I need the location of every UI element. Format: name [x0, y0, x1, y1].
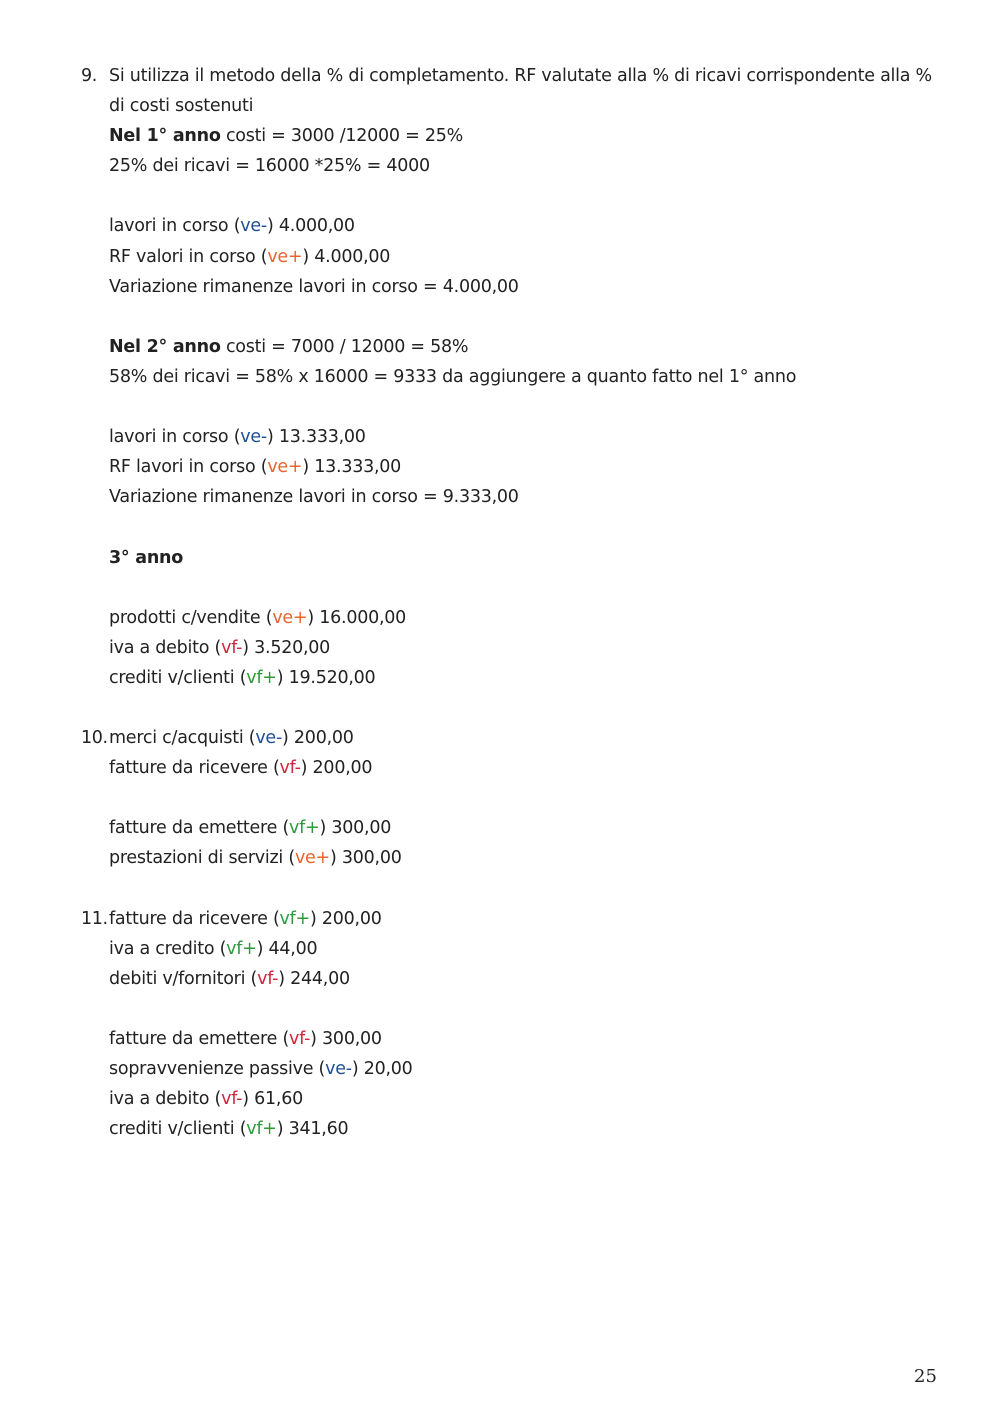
text-segment: ) 200,00 [309, 908, 382, 929]
text-line [109, 1084, 938, 1114]
text-segment: Si utilizza il metodo della % di completamento. RF valutate alla % di ricavi corrispondente alla % di costi sostenuti [109, 66, 938, 117]
text-line [109, 422, 938, 452]
exercise-number: 9. [81, 66, 97, 86]
text-segment: iva a debito ( [109, 1089, 222, 1110]
text-line [109, 1114, 938, 1144]
text-segment: lavori in corso ( [109, 216, 241, 237]
account-variation-tag: vf- [289, 1029, 311, 1049]
text-line [109, 934, 938, 964]
text-segment: costi = 3000 /12000 = 25% [220, 126, 463, 147]
text-segment: ) 300,00 [329, 848, 402, 869]
account-variation-tag: vf+ [289, 818, 320, 839]
text-line [109, 904, 938, 934]
text-line [109, 272, 938, 302]
text-segment: 58% dei ricavi = 58% x 16000 = 9333 da aggiungere a quanto fatto nel 1° anno [109, 366, 797, 387]
text-line [109, 1024, 938, 1054]
account-variation-tag: vf+ [279, 908, 310, 929]
text-segment: crediti v/clienti ( [109, 667, 247, 688]
exercise-list [0, 61, 1000, 1144]
text-segment: RF valori in corso ( [109, 246, 268, 267]
text-line [109, 452, 938, 482]
blank-line [0, 302, 1000, 332]
account-variation-tag: ve- [240, 427, 267, 448]
account-variation-tag: vf- [279, 758, 301, 779]
text-segment: fatture da emettere ( [109, 1029, 290, 1049]
bold-heading: Nel 2° anno [109, 336, 221, 357]
text-segment: crediti v/clienti ( [109, 1119, 247, 1140]
text-segment: prestazioni di servizi ( [109, 848, 295, 869]
bold-heading: Nel 1° anno [109, 126, 221, 147]
text-segment: RF lavori in corso ( [109, 457, 268, 478]
text-line [109, 61, 938, 121]
exercise-number: 10. [81, 728, 108, 749]
exercise-number: 11. [81, 908, 108, 929]
text-segment: iva a credito ( [109, 938, 227, 959]
text-segment: ) 3.520,00 [242, 637, 331, 658]
text-segment: ) 300,00 [310, 1029, 382, 1049]
text-line [109, 121, 938, 151]
text-segment: ) 16.000,00 [307, 607, 407, 628]
text-line [109, 964, 938, 994]
text-line [109, 362, 938, 392]
text-line [109, 543, 938, 573]
account-variation-tag: ve+ [267, 457, 303, 478]
text-line [109, 663, 938, 693]
text-segment: ) 13.333,00 [302, 457, 402, 478]
text-segment: lavori in corso ( [109, 427, 241, 448]
text-segment: costi = 7000 / 12000 = 58% [220, 336, 469, 357]
text-segment: sopravvenienze passive ( [109, 1059, 326, 1080]
text-segment: ) 61,60 [242, 1089, 303, 1110]
account-variation-tag: ve- [255, 728, 283, 749]
text-segment: ) 19.520,00 [276, 667, 376, 688]
text-line [109, 843, 938, 873]
account-variation-tag: vf- [221, 1089, 243, 1110]
text-line [109, 332, 938, 362]
item-separator [0, 693, 1000, 723]
account-variation-tag: vf+ [246, 667, 277, 688]
text-line [109, 151, 938, 181]
page-number: 25 [914, 1366, 937, 1387]
text-line [109, 242, 938, 272]
account-variation-tag: ve+ [272, 607, 308, 628]
text-segment: Variazione rimanenze lavori in corso = 4.000,00 [109, 276, 519, 297]
blank-line [0, 783, 1000, 813]
text-segment: 25% dei ricavi = 16000 *25% = 4000 [109, 156, 430, 177]
text-segment: ) 341,60 [276, 1119, 349, 1140]
text-segment: ) 300,00 [319, 818, 392, 839]
text-line [109, 482, 938, 512]
bold-heading: 3° anno [109, 547, 184, 568]
text-segment: ) 44,00 [256, 938, 318, 959]
exercise-item [0, 904, 1000, 1145]
account-variation-tag: ve- [325, 1059, 352, 1080]
text-segment: ) 4.000,00 [302, 246, 391, 267]
text-segment: ) 200,00 [300, 758, 373, 779]
account-variation-tag: vf+ [246, 1119, 277, 1140]
account-variation-tag: vf+ [226, 938, 257, 959]
account-variation-tag: ve+ [267, 246, 303, 267]
text-segment: merci c/acquisti ( [109, 728, 256, 749]
text-segment: ) 13.333,00 [266, 427, 366, 448]
blank-line [0, 573, 1000, 603]
blank-line [0, 181, 1000, 211]
text-line [109, 211, 938, 241]
text-segment: fatture da ricevere ( [109, 908, 280, 929]
account-variation-tag: ve- [240, 216, 267, 237]
text-segment: ) 244,00 [278, 968, 350, 989]
account-variation-tag: vf- [257, 968, 279, 989]
text-segment: ) 200,00 [282, 728, 354, 749]
item-separator [0, 874, 1000, 904]
text-segment: fatture da emettere ( [109, 818, 290, 839]
text-segment: Variazione rimanenze lavori in corso = 9.333,00 [109, 487, 519, 508]
text-segment: fatture da ricevere ( [109, 758, 280, 779]
text-line [109, 603, 938, 633]
exercise-item [0, 723, 1000, 904]
text-line [109, 1054, 938, 1084]
text-segment: ) 4.000,00 [266, 216, 355, 237]
text-line [109, 633, 938, 663]
blank-line [0, 994, 1000, 1024]
text-line [109, 813, 938, 843]
text-segment: prodotti c/vendite ( [109, 607, 273, 628]
account-variation-tag: vf- [221, 637, 243, 658]
blank-line [0, 392, 1000, 422]
exercise-item [0, 61, 1000, 723]
account-variation-tag: ve+ [294, 848, 330, 869]
text-line [109, 723, 938, 753]
blank-line [0, 512, 1000, 542]
text-line [109, 753, 938, 783]
text-segment: ) 20,00 [351, 1059, 413, 1080]
text-segment: iva a debito ( [109, 637, 222, 658]
text-segment: debiti v/fornitori ( [109, 968, 258, 989]
